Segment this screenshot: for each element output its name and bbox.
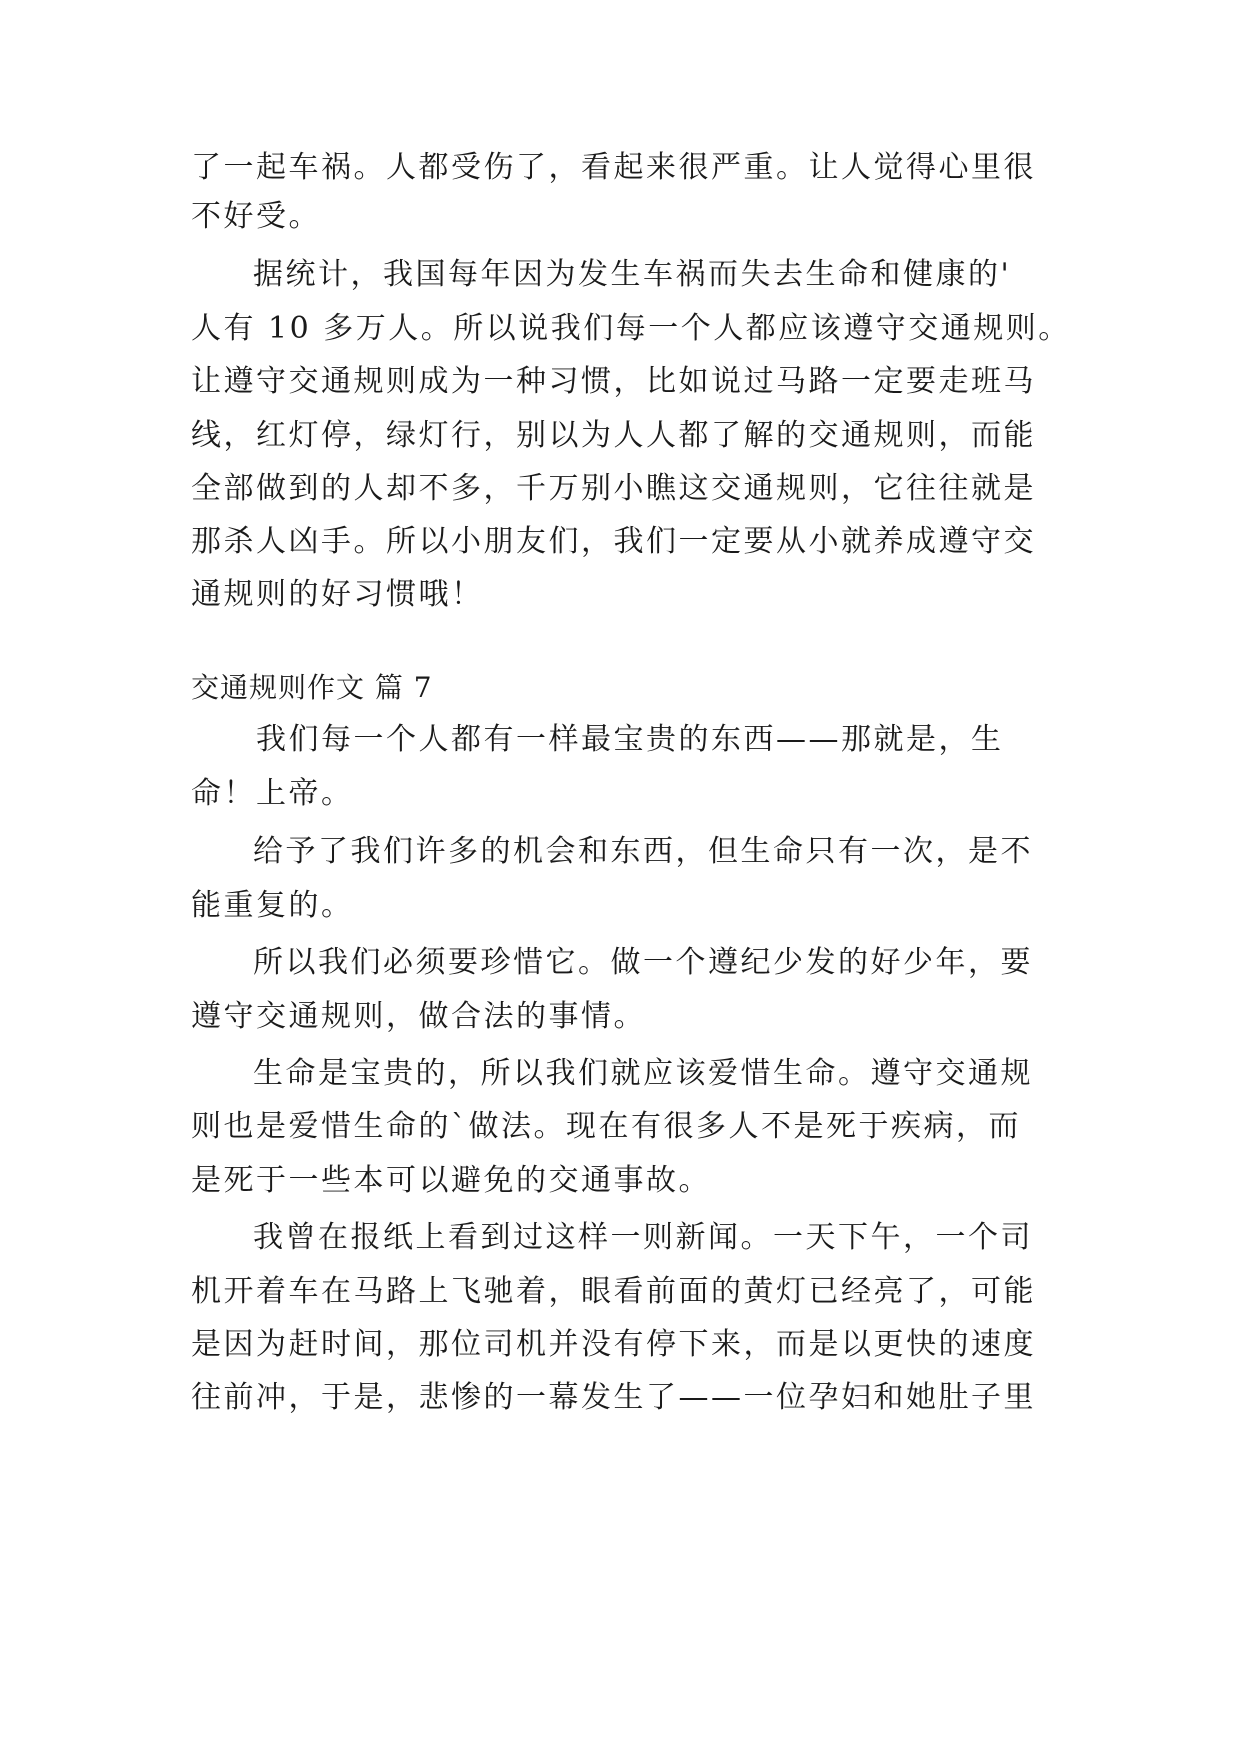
section-heading: 交通规则作文 篇 7 — [191, 671, 433, 704]
text-line: 遵守交通规则，做合法的事情。 — [191, 999, 646, 1034]
text-line: 让遵守交通规则成为一种习惯，比如说过马路一定要走班马 — [191, 364, 1036, 399]
text-line: 往前冲，于是，悲惨的一幕发生了——一位孕妇和她肚子里 — [191, 1380, 1036, 1415]
text-line: 人有 10 多万人。所以说我们每一个人都应该遵守交通规则。 — [191, 311, 1071, 346]
text-line: 线，红灯停，绿灯行，别以为人人都了解的交通规则，而能 — [191, 418, 1036, 453]
text-line: 机开着车在马路上飞驰着，眼看前面的黄灯已经亮了，可能 — [191, 1274, 1036, 1309]
text-line: 能重复的。 — [191, 888, 354, 923]
text-line: 我曾在报纸上看到过这样一则新闻。一天下午，一个司 — [253, 1220, 1033, 1255]
text-line: 我们每一个人都有一样最宝贵的东西——那就是，生 — [256, 722, 1004, 757]
text-line: 通规则的好习惯哦！ — [191, 577, 484, 612]
text-line: 全部做到的人却不多，千万别小瞧这交通规则，它往往就是 — [191, 471, 1036, 506]
text-line: 所以我们必须要珍惜它。做一个遵纪少发的好少年，要 — [253, 945, 1033, 980]
text-line: 则也是爱惜生命的`做法。现在有很多人不是死于疾病，而 — [191, 1109, 1021, 1144]
text-line: 生命是宝贵的，所以我们就应该爱惜生命。遵守交通规 — [253, 1056, 1033, 1091]
text-line: 那杀人凶手。所以小朋友们，我们一定要从小就养成遵守交 — [191, 524, 1036, 559]
text-line: 了一起车祸。人都受伤了，看起来很严重。让人觉得心里很 — [191, 150, 1036, 185]
text-line: 不好受。 — [191, 199, 321, 234]
text-line: 是死于一些本可以避免的交通事故。 — [191, 1163, 711, 1198]
text-line: 据统计，我国每年因为发生车祸而失去生命和健康的' — [253, 257, 1012, 292]
text-line: 给予了我们许多的机会和东西，但生命只有一次，是不 — [253, 834, 1033, 869]
text-line: 命！上帝。 — [191, 776, 354, 811]
text-line: 是因为赶时间，那位司机并没有停下来，而是以更快的速度 — [191, 1327, 1036, 1362]
